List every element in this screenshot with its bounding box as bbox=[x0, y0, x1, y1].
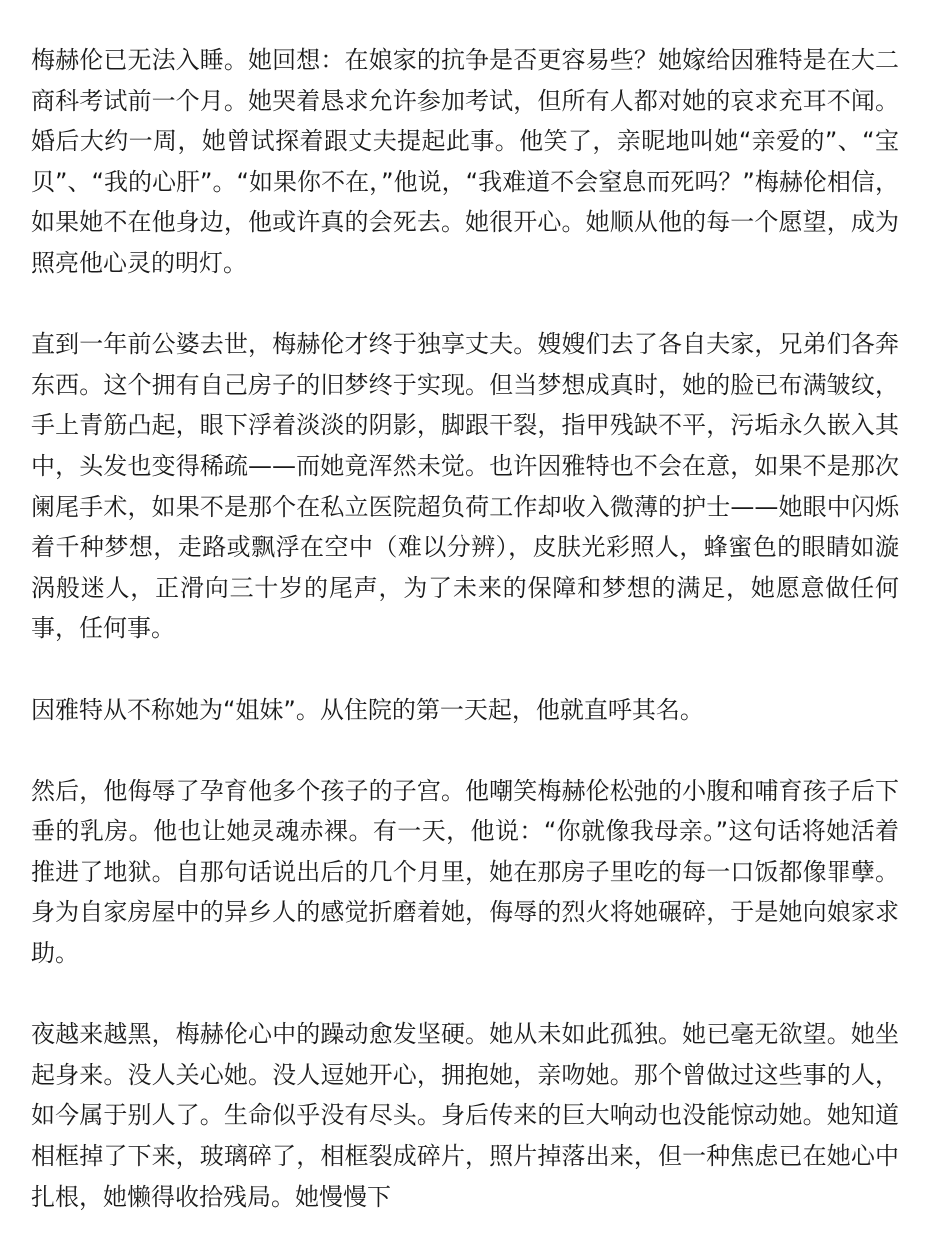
paragraph: 直到一年前公婆去世，梅赫伦才终于独享丈夫。嫂嫂们去了各自夫家，兄弟们各奔东西。这个拥有自己房子的旧梦终于实现。但当梦想成真时，她的脸已布满皱纹，手上青筋凸起，眼下浮着淡淡的阴影，脚跟干裂，指甲残缺不平，污垢永久嵌入其中，头发也变得稀疏——而她竟浑然未觉。也许因雅特也不会在意，如果不是那次阑尾手术，如果不是那个在私立医院超负荷工作却收入微薄的护士——她眼中闪烁着千种梦想，走路或飘浮在空中（难以分辨），皮肤光彩照人，蜂蜜色的眼睛如漩涡般迷人，正滑向三十岁的尾声，为了未来的保障和梦想的满足，她愿意做任何事，任何事。 bbox=[31, 330, 899, 643]
paragraph: 夜越来越黑，梅赫伦心中的躁动愈发坚硬。她从未如此孤独。她已毫无欲望。她坐起身来。没人关心她。没人逗她开心，拥抱她，亲吻她。那个曾做过这些事的人，如今属于别人了。生命似乎没有尽头。身后传来的巨大响动也没能惊动她。她知道相框掉了下来，玻璃碎了，相框裂成碎片，照片掉落出来，但一种焦虑已在她心中扎根，她懒得收拾残局。她慢慢下 bbox=[31, 1020, 899, 1211]
paragraph: 因雅特从不称她为“姐妹”。从住院的第一天起，他就直呼其名。 bbox=[31, 695, 704, 724]
paragraph: 然后，他侮辱了孕育他多个孩子的子宫。他嘲笑梅赫伦松弛的小腹和哺育孩子后下垂的乳房。他也让她灵魂赤裸。有一天，他说：“你就像我母亲。”这句话将她活着推进了地狱。自那句话说出后的几个月里，她在那房子里吃的每一口饭都像罪孽。身为自家房屋中的异乡人的感觉折磨着她，侮辱的烈火将她碾碎，于是她向娘家求助。 bbox=[31, 776, 899, 968]
paragraph: 梅赫伦已无法入睡。她回想：在娘家的抗争是否更容易些？她嫁给因雅特是在大二商科考试前一个月。她哭着恳求允许参加考试，但所有人都对她的哀求充耳不闻。婚后大约一周，她曾试探着跟丈夫提起此事。他笑了，亲昵地叫她“亲爱的”、“宝贝”、“我的心肝”。“如果你不在，”他说，“我难道不会窒息而死吗？”梅赫伦相信，如果她不在他身边，他或许真的会死去。她很开心。她顺从他的每一个愿望，成为照亮他心灵的明灯。 bbox=[31, 46, 899, 277]
article-body bbox=[31, 40, 899, 1258]
